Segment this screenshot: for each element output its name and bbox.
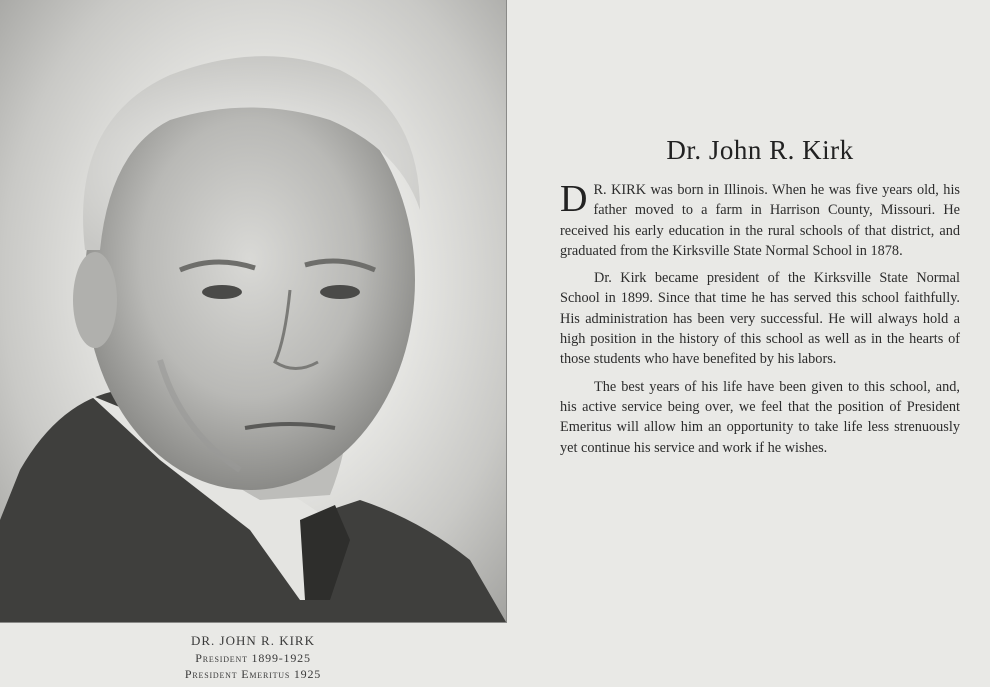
biography-article [560, 135, 960, 465]
paragraph-1-text: R. KIRK was born in Illinois. When he was five years old, his father moved to a farm in Harrison County, Missouri. He received his early education in the rural schools of that district, and graduated from the Kirksville State Normal School in 1878. [560, 182, 960, 259]
paragraph-2: Dr. Kirk became president of the Kirksville State Normal School in 1899. Since that time he has served this school faithfully. His administration has been very successful. He will always hold a high position in the history of this school as well as in the hearts of those students who have benefited by his labors. [560, 270, 960, 368]
paragraph-3: The best years of his life have been given to this school, and, his active service being over, we feel that the position of President Emeritus will allow him an opportunity to take life less strenuously yet continue his service and work if he wishes. [560, 378, 960, 456]
photo-caption [0, 632, 506, 682]
drop-cap: D [560, 178, 588, 220]
paragraph-1 [560, 180, 960, 261]
portrait-illustration [0, 0, 506, 622]
portrait-photo [0, 0, 507, 623]
caption-president-years: President 1899-1925 [195, 651, 311, 665]
caption-emeritus: President Emeritus 1925 [184, 667, 322, 681]
caption-name: DR. JOHN R. KIRK [191, 633, 315, 648]
article-title: Dr. John R. Kirk [666, 135, 854, 165]
